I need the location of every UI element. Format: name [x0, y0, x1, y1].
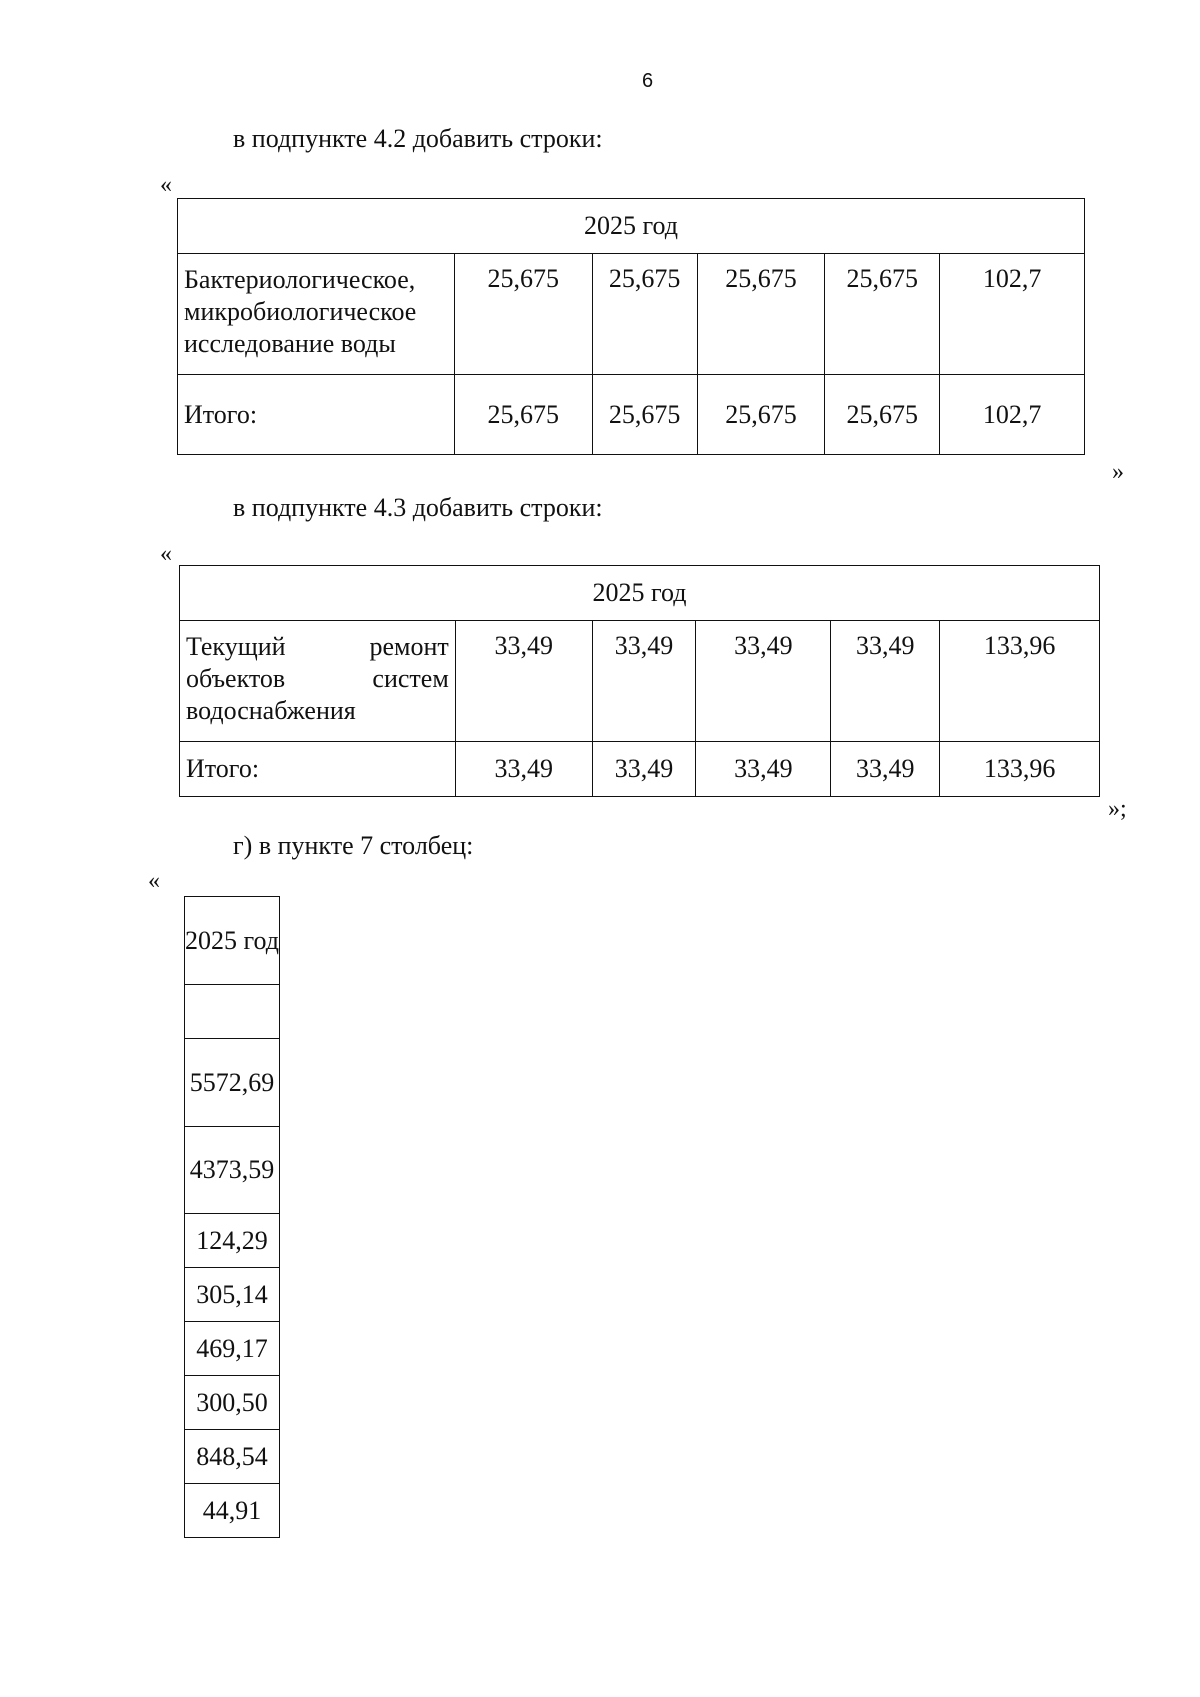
section3-intro: г) в пункте 7 столбец:: [233, 831, 474, 860]
table-cell: 25,675: [592, 375, 697, 455]
row-label: Итого:: [180, 742, 456, 797]
section1-open-quote: «: [160, 172, 172, 198]
column-cell: 300,50: [185, 1376, 280, 1430]
section2-intro: в подпункте 4.3 добавить строки:: [233, 493, 603, 522]
column-cell: 4373,59: [185, 1127, 280, 1214]
column-header: [185, 897, 280, 985]
table-cell: 25,675: [697, 375, 825, 455]
table-row: [180, 621, 1100, 742]
table-4-3: [179, 565, 1100, 797]
table-row: [180, 742, 1100, 797]
table-cell: 33,49: [592, 621, 696, 742]
row-label: Бактериологическое, микробиологическое исследование воды: [178, 254, 455, 375]
table-cell: 33,49: [831, 742, 940, 797]
table-row: [178, 375, 1085, 455]
column-cell: 5572,69: [185, 1039, 280, 1127]
table-cell: 102,7: [940, 254, 1085, 375]
column-cell: 44,91: [185, 1484, 280, 1538]
table-cell: 33,49: [696, 742, 831, 797]
column-table-7: [184, 896, 280, 1538]
table-header: 2025 год: [180, 566, 1100, 621]
table-cell: 25,675: [697, 254, 825, 375]
column-cell: 124,29: [185, 1214, 280, 1268]
table-cell: 102,7: [940, 375, 1085, 455]
table-cell: 133,96: [940, 742, 1100, 797]
row-label: Итого:: [178, 375, 455, 455]
table-cell: 33,49: [455, 742, 592, 797]
table-cell: 133,96: [940, 621, 1100, 742]
column-cell: [185, 985, 280, 1039]
column-cell: 305,14: [185, 1268, 280, 1322]
section2-open-quote: «: [160, 541, 172, 567]
section1-intro: в подпункте 4.2 добавить строки:: [233, 124, 603, 153]
row-label: Текущий ремонт объектов систем водоснабжения: [180, 621, 456, 742]
table-cell: 33,49: [831, 621, 940, 742]
table-cell: 33,49: [696, 621, 831, 742]
table-cell: 25,675: [592, 254, 697, 375]
table-cell: 25,675: [454, 254, 592, 375]
table-cell: 25,675: [454, 375, 592, 455]
section2-close-quote: »;: [1108, 796, 1127, 822]
column-cell: 469,17: [185, 1322, 280, 1376]
table-row: [178, 254, 1085, 375]
table-cell: 33,49: [455, 621, 592, 742]
column-cell: 848,54: [185, 1430, 280, 1484]
table-cell: 25,675: [825, 375, 940, 455]
column-header-text: 2025 год: [185, 925, 279, 955]
table-cell: 33,49: [592, 742, 696, 797]
section1-close-quote: »: [1112, 459, 1124, 485]
page-number: 6: [642, 70, 654, 92]
table-cell: 25,675: [825, 254, 940, 375]
section3-open-quote: «: [148, 868, 160, 894]
table-header: 2025 год: [178, 199, 1085, 254]
table-4-2: [177, 198, 1085, 455]
